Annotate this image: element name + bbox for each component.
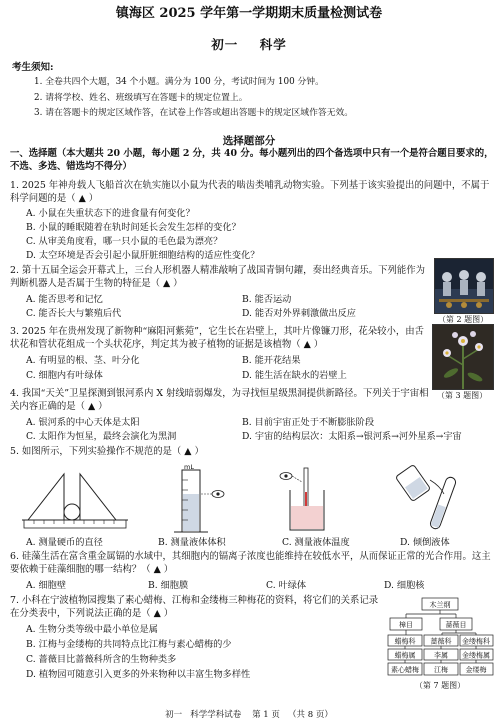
notice-item: 3. 请在答题卡的规定区域作答，在试卷上作答或超出答题卡的规定区域作答无效。 — [34, 108, 354, 118]
exam-subtitle: 初一 科学 — [211, 37, 287, 52]
question-2-option-b: B. 能否运动 — [242, 294, 292, 305]
question-6-option-b: B. 细胞膜 — [148, 580, 189, 591]
question-6-option-d: D. 细胞核 — [384, 580, 425, 591]
question-4-option-b: B. 目前宇宙正处于不断膨胀阶段 — [242, 417, 375, 428]
question-4-option-d: D. 宇宙的结构层次：太阳系→银河系→河外星系→宇宙 — [242, 431, 462, 442]
question-1-option-b: B. 小鼠的睡眠随着在轨时间延长会发生怎样的变化？ — [26, 222, 241, 233]
question-1-stem: 1. 2025 年神舟载人飞船首次在轨实施以小鼠为代表的啮齿类哺乳动物实验。下列基于该实验提出的问题中，不属于科学问题的是（ ▲ ） — [10, 180, 490, 204]
question-3-option-b: B. 能开花结果 — [242, 355, 301, 366]
notice-heading: 考生须知: — [12, 62, 54, 73]
tree-family-label: 蔷薇科 — [430, 637, 452, 646]
question-7-option-d: D. 植物园可随意引入更多的外来物种以丰富生物多样性 — [26, 669, 251, 680]
question-6-stem: 6. 硅藻生活在富含重金属镉的水域中，其细胞内的镉离子浓度也能维持在较低水平，从而保证正常的光合作用。这主要依赖于硅藻细胞的哪一结构？（ ▲ ） — [10, 551, 491, 575]
coin-measurement-diagram — [20, 462, 130, 532]
question-6-option-c: C. 叶绿体 — [266, 580, 307, 591]
question-3-stem: 3. 2025 年在贵州发现了新物种“麻阳河紫菀”，它生长在岩壁上，其叶片像镰刀形，花朵较小，由舌状花和管状花组成一个头状花序，判定其为被子植物的证据是该植物（ ▲ ） — [10, 326, 424, 350]
section-instruction: 一、选择题（本大题共 20 小题，每小题 2 分，共 40 分。每小题列出的四个备选项中只有一个是符合题目要求的，不选、多选、错选均不得分） — [10, 148, 494, 172]
question-1-option-a: A. 小鼠在失重状态下的进食量有何变化？ — [26, 208, 195, 219]
notice-item: 1. 全卷共四个大题，34 个小题。满分为 100 分，考试时间为 100 分钟。 — [34, 77, 324, 87]
aster-flower-photo — [432, 324, 494, 390]
question-7-option-c: C. 蔷薇目比蔷薇科所含的生物种类多 — [26, 654, 177, 665]
question-1-option-d: D. 太空环境是否会引起小鼠肝脏细胞结构的适应性变化？ — [26, 250, 260, 261]
question-7-figure-caption: （第 7 题图） — [414, 681, 466, 690]
tree-family-label: 蜡梅科 — [394, 637, 416, 646]
question-5-option-c: C. 测量液体温度 — [282, 537, 350, 548]
question-1-option-c: C. 从审美角度看，哪一只小鼠的毛色最为漂亮？ — [26, 236, 223, 247]
question-4-option-c: C. 太阳作为恒星，最终会演化为黑洞 — [26, 431, 177, 442]
question-3-figure-caption: （第 3 题图） — [436, 391, 488, 400]
question-5-option-a: A. 测量硬币的直径 — [26, 537, 103, 548]
question-4-option-a: A. 银河系的中心天体是太阳 — [26, 417, 140, 428]
question-2-figure-caption: （第 2 题图） — [437, 315, 489, 324]
question-7-stem: 7. 小科在宁波植物园搜集了素心蜡梅、江梅和金缕梅三种梅花的资料，将它们的关系记录在分类表中，下列说法正确的是（ ▲ ） — [10, 595, 379, 619]
question-5-stem: 5. 如图所示，下列实验操作不规范的是（ ▲ ） — [10, 446, 204, 457]
tree-family-label: 金缕梅科 — [462, 637, 490, 646]
tree-order-label: 樟目 — [399, 621, 413, 629]
pouring-liquid-diagram — [380, 460, 480, 536]
page-footer: 初一 科学学科试卷 第 1 页 （共 8 页） — [165, 710, 333, 720]
thermometer-beaker-diagram — [268, 462, 348, 536]
tree-root-label: 木兰纲 — [429, 601, 451, 609]
tree-genus-label: 李属 — [434, 651, 448, 660]
tree-species-label: 金缕梅 — [465, 666, 487, 674]
graduated-cylinder-diagram — [170, 460, 240, 536]
exam-title: 镇海区 2025 学年第一学期期末质量检测试卷 — [115, 6, 383, 21]
classification-tree-diagram — [386, 597, 494, 677]
tree-species-label: 江梅 — [434, 666, 448, 674]
section-title: 选择题部分 — [222, 135, 276, 147]
question-7-option-b: B. 江梅与金缕梅的共同特点比江梅与素心蜡梅的少 — [26, 639, 232, 650]
notice-item: 2. 请将学校、姓名、班级填写在答题卡的规定位置上。 — [34, 93, 248, 103]
question-3-option-c: C. 细胞内有叶绿体 — [26, 370, 103, 381]
question-7-option-a: A. 生物分类等级中最小单位是属 — [26, 624, 158, 635]
question-6-option-a: A. 细胞壁 — [26, 580, 67, 591]
question-2-option-c: C. 能否长大与繁殖后代 — [26, 308, 122, 319]
robot-performance-photo — [434, 258, 494, 314]
question-2-option-d: D. 能否对外界刺激做出反应 — [242, 308, 356, 319]
question-2-option-a: A. 能否思考和记忆 — [26, 294, 103, 305]
question-5-option-b: B. 测量液体体积 — [158, 537, 226, 548]
tree-species-label: 素心蜡梅 — [391, 666, 419, 674]
question-2-stem: 2. 第十五届全运会开幕式上，三台人形机器人精准敲响了战国青铜句鑃，奏出经典音乐。下列能作为判断机器人是否属于生物的特征是（ ▲ ） — [10, 265, 426, 289]
tree-order-label: 蔷薇目 — [445, 621, 467, 629]
tree-genus-label: 金缕梅属 — [462, 651, 490, 660]
cylinder-unit-label: mL — [184, 463, 194, 471]
question-3-option-a: A. 有明显的根、茎、叶分化 — [26, 355, 140, 366]
question-5-option-d: D. 倾倒液体 — [400, 537, 450, 548]
tree-genus-label: 蜡梅属 — [394, 651, 416, 660]
question-3-option-d: D. 能生活在缺水的岩壁上 — [242, 370, 347, 381]
question-4-stem: 4. 我国“天关”卫星探测到银河系内 X 射线暗弱爆发，为寻找恒星级黑洞提供新路径。下列关于宇宙相关内容正确的是（ ▲ ） — [10, 388, 429, 412]
